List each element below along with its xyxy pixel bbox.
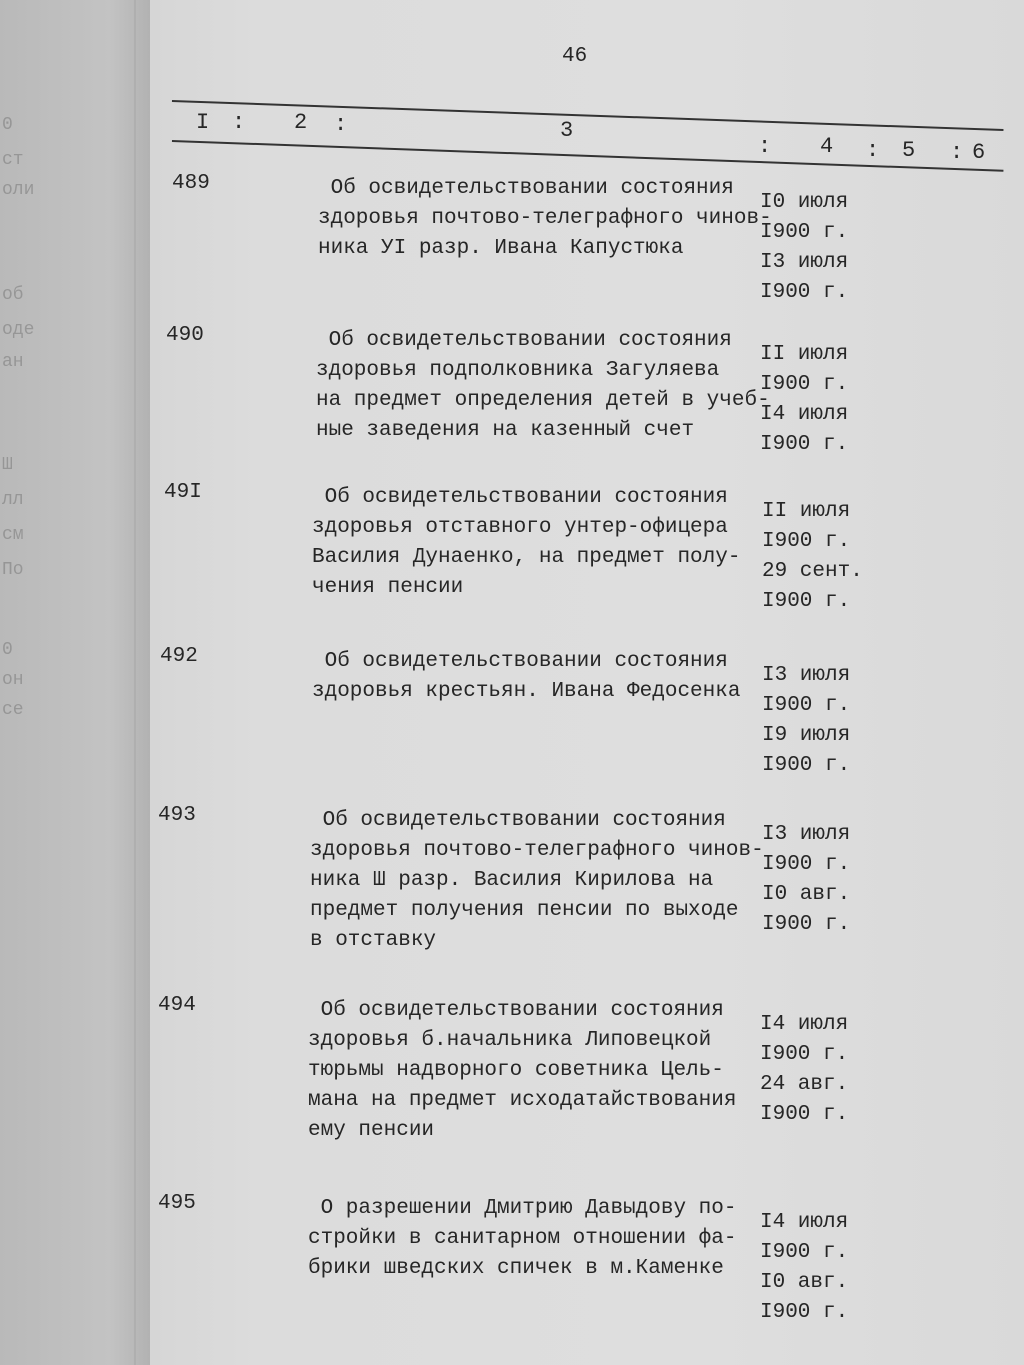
entry-title xyxy=(308,1194,736,1284)
entry-end-date: 29 сент. xyxy=(762,560,863,583)
facing-page-text: оли xyxy=(2,180,35,200)
entry-title-line: Об освидетельствовании состояния xyxy=(312,650,728,673)
entry-end-date: I0 авг. xyxy=(762,883,851,906)
entry-title-line: в отставку xyxy=(310,929,437,952)
entry-title-line: предмет получения пенсии по выходе xyxy=(310,899,739,922)
entry-title-line: ника УI разр. Ивана Капустюка xyxy=(318,237,684,260)
entry-title-line: на предмет определения детей в учеб- xyxy=(316,389,770,412)
entry-start-date: I0 июля xyxy=(760,191,849,214)
entry-number: 489 xyxy=(172,172,210,195)
entry-start-date: I4 июля xyxy=(760,1211,849,1234)
facing-page-text: 0 xyxy=(2,640,13,660)
entry-number: 495 xyxy=(158,1192,196,1215)
facing-page-text: ан xyxy=(2,352,24,372)
entry-start-date: I4 июля xyxy=(760,1013,849,1036)
entry-end-date: I900 г. xyxy=(762,913,851,936)
page-number: 46 xyxy=(562,45,588,68)
entry-start-date: II июля xyxy=(762,500,851,523)
facing-page-text: По xyxy=(2,560,24,580)
gutter-edge xyxy=(134,0,136,1365)
entry-number: 492 xyxy=(160,645,198,668)
column-header-separator: : xyxy=(866,138,882,163)
entry-title-line: здоровья почтово-телеграфного чинов- xyxy=(318,207,772,230)
column-header-3: 3 xyxy=(560,118,576,143)
entry-number: 490 xyxy=(166,324,204,347)
entry-dates xyxy=(760,1208,848,1328)
column-header-separator: : xyxy=(950,140,966,165)
entry-number: 493 xyxy=(158,804,196,827)
entry-start-date: I900 г. xyxy=(760,1241,849,1264)
entry-start-date: I900 г. xyxy=(762,694,851,717)
column-header-6: 6 xyxy=(972,140,988,165)
entry-dates xyxy=(760,340,848,460)
entry-start-date: I900 г. xyxy=(760,1043,849,1066)
entry-title-line: Об освидетельствовании состояния xyxy=(316,329,732,352)
entry-title xyxy=(316,326,770,446)
entry-title-line: Об освидетельствовании состояния xyxy=(308,999,724,1022)
column-header-separator: : xyxy=(232,110,248,135)
entry-end-date: I900 г. xyxy=(762,590,851,613)
entry-title-line: Об освидетельствовании состояния xyxy=(312,486,728,509)
facing-page-text: об xyxy=(2,285,24,305)
facing-page-fragments xyxy=(0,0,60,1365)
entry-title-line: Об освидетельствовании состояния xyxy=(318,177,734,200)
entry-title xyxy=(312,647,740,707)
entry-start-date: I900 г. xyxy=(760,221,849,244)
entry-start-date: I900 г. xyxy=(760,373,849,396)
entry-start-date: I3 июля xyxy=(762,823,851,846)
facing-page-text: Ш xyxy=(2,455,13,475)
entry-end-date: I900 г. xyxy=(760,1103,849,1126)
entry-title-line: здоровья подполковника Загуляева xyxy=(316,359,720,382)
column-header-separator: : xyxy=(758,134,774,159)
entry-dates xyxy=(760,1010,848,1130)
entry-title-line: мана на предмет исходатайствования xyxy=(308,1089,737,1112)
entry-end-date: I900 г. xyxy=(762,754,851,777)
facing-page-text: он xyxy=(2,670,24,690)
facing-page-text: 0 xyxy=(2,115,13,135)
entry-start-date: II июля xyxy=(760,343,849,366)
facing-page-text: се xyxy=(2,700,24,720)
entry-start-date: I3 июля xyxy=(762,664,851,687)
entry-title-line: здоровья почтово-телеграфного чинов- xyxy=(310,839,764,862)
entry-title-line: ника Ш разр. Василия Кирилова на xyxy=(310,869,714,892)
entry-title-line: здоровья б.начальника Липовецкой xyxy=(308,1029,712,1052)
entry-start-date: I900 г. xyxy=(762,853,851,876)
entry-end-date: I0 авг. xyxy=(760,1271,849,1294)
entry-end-date: I9 июля xyxy=(762,724,851,747)
entry-title-line: тюрьмы надворного советника Цель- xyxy=(308,1059,724,1082)
entry-end-date: I900 г. xyxy=(760,281,849,304)
entry-dates xyxy=(760,188,848,308)
entry-title-line: стройки в санитарном отношении фа- xyxy=(308,1227,737,1250)
entry-end-date: I3 июля xyxy=(760,251,849,274)
column-header-2: 2 xyxy=(294,110,310,135)
entry-number: 49I xyxy=(164,481,202,504)
entry-dates xyxy=(762,661,850,781)
entry-title-line: брики шведских спичек в м.Каменке xyxy=(308,1257,724,1280)
entry-number: 494 xyxy=(158,994,196,1017)
entry-title-line: Василия Дунаенко, на предмет полу- xyxy=(312,546,741,569)
entry-title xyxy=(318,174,772,264)
entry-title-line: чения пенсии xyxy=(312,576,464,599)
entry-title xyxy=(312,483,740,603)
entry-title-line: ные заведения на казенный счет xyxy=(316,419,695,442)
entry-end-date: I900 г. xyxy=(760,433,849,456)
column-header-5: 5 xyxy=(902,138,918,163)
entry-start-date: I900 г. xyxy=(762,530,851,553)
entry-title-line: О разрешении Дмитрию Давыдову по- xyxy=(308,1197,737,1220)
entry-title-line: Об освидетельствовании состояния xyxy=(310,809,726,832)
column-header-1: I xyxy=(196,110,212,135)
entry-end-date: I900 г. xyxy=(760,1301,849,1324)
entry-end-date: I4 июля xyxy=(760,403,849,426)
entry-title-line: здоровья отставного унтер-офицера xyxy=(312,516,728,539)
entry-title-line: здоровья крестьян. Ивана Федосенка xyxy=(312,680,741,703)
column-header-4: 4 xyxy=(820,134,836,159)
entry-title xyxy=(308,996,736,1146)
facing-page-text: см xyxy=(2,525,24,545)
facing-page-text: ст xyxy=(2,150,24,170)
entry-dates xyxy=(762,820,850,940)
entry-title xyxy=(310,806,764,956)
facing-page-text: лл xyxy=(2,490,24,510)
column-header-separator: : xyxy=(334,112,350,137)
facing-page-text: оде xyxy=(2,320,35,340)
entry-end-date: 24 авг. xyxy=(760,1073,849,1096)
entry-dates xyxy=(762,497,863,617)
entry-title-line: ему пенсии xyxy=(308,1119,435,1142)
